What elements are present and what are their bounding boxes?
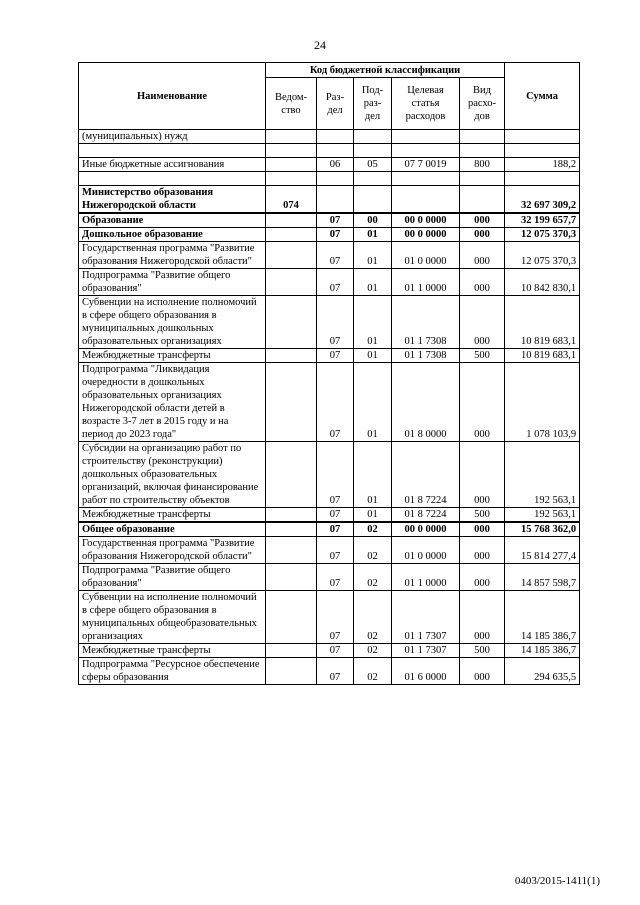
- cell-target: [392, 144, 460, 158]
- cell-vid: 000: [460, 522, 505, 537]
- cell-razdel: 07: [317, 564, 354, 591]
- cell-vid: 500: [460, 349, 505, 363]
- cell-ved: [266, 144, 317, 158]
- cell-ved: [266, 228, 317, 242]
- cell-sum: 14 185 386,7: [505, 644, 580, 658]
- cell-target: 01 8 0000: [392, 363, 460, 442]
- cell-name: Межбюджетные трансферты: [79, 508, 266, 523]
- table-body: [79, 130, 580, 685]
- cell-vid: 000: [460, 658, 505, 685]
- cell-target: [392, 186, 460, 214]
- cell-target: 01 1 7307: [392, 644, 460, 658]
- cell-podrazdel: [354, 144, 392, 158]
- cell-name: [79, 172, 266, 186]
- cell-podrazdel: 02: [354, 537, 392, 564]
- table-row: [79, 658, 580, 685]
- header-target: Целевая статья расходов: [392, 78, 460, 130]
- cell-sum: 192 563,1: [505, 442, 580, 508]
- spacer-row: [79, 172, 580, 186]
- cell-razdel: 07: [317, 349, 354, 363]
- cell-sum: 10 819 683,1: [505, 349, 580, 363]
- cell-target: 00 0 0000: [392, 228, 460, 242]
- cell-razdel: 07: [317, 296, 354, 349]
- cell-ved: [266, 564, 317, 591]
- cell-sum: 10 842 830,1: [505, 269, 580, 296]
- cell-ved: [266, 363, 317, 442]
- cell-sum: 15 814 277,4: [505, 537, 580, 564]
- cell-vid: [460, 144, 505, 158]
- table-row: [79, 130, 580, 144]
- table-row: [79, 228, 580, 242]
- table-row: [79, 242, 580, 269]
- cell-target: 01 1 0000: [392, 269, 460, 296]
- table-row: [79, 522, 580, 537]
- cell-sum: 32 697 309,2: [505, 186, 580, 214]
- cell-vid: 000: [460, 442, 505, 508]
- cell-name: Дошкольное образование: [79, 228, 266, 242]
- cell-target: 01 6 0000: [392, 658, 460, 685]
- cell-podrazdel: 02: [354, 591, 392, 644]
- cell-ved: [266, 213, 317, 228]
- cell-razdel: 07: [317, 537, 354, 564]
- cell-vid: 000: [460, 269, 505, 296]
- header-ved: Ведом-ство: [266, 78, 317, 130]
- cell-ved: [266, 644, 317, 658]
- cell-razdel: 07: [317, 213, 354, 228]
- table-row: [79, 158, 580, 172]
- cell-name: Общее образование: [79, 522, 266, 537]
- cell-razdel: [317, 144, 354, 158]
- cell-vid: 800: [460, 158, 505, 172]
- cell-razdel: 07: [317, 242, 354, 269]
- cell-target: 01 1 7307: [392, 591, 460, 644]
- cell-sum: 188,2: [505, 158, 580, 172]
- cell-ved: 074: [266, 186, 317, 214]
- cell-target: 01 0 0000: [392, 242, 460, 269]
- cell-target: 01 8 7224: [392, 508, 460, 523]
- cell-ved: [266, 508, 317, 523]
- table-row: [79, 591, 580, 644]
- cell-sum: 15 768 362,0: [505, 522, 580, 537]
- cell-name: Министерство образования Нижегородской области: [79, 186, 266, 214]
- cell-vid: 000: [460, 296, 505, 349]
- cell-vid: 000: [460, 242, 505, 269]
- cell-target: 01 0 0000: [392, 537, 460, 564]
- table-row: [79, 564, 580, 591]
- table-row: [79, 186, 580, 214]
- cell-sum: [505, 144, 580, 158]
- cell-podrazdel: 02: [354, 658, 392, 685]
- header-razdel: Раз-дел: [317, 78, 354, 130]
- cell-name: Иные бюджетные ассигнования: [79, 158, 266, 172]
- cell-vid: 000: [460, 564, 505, 591]
- cell-podrazdel: [354, 130, 392, 144]
- cell-sum: 14 185 386,7: [505, 591, 580, 644]
- cell-name: Субсидии на организацию работ по строительству (реконструкции) дошкольных образовательных организаций, включая финансирование работ по строительству объектов: [79, 442, 266, 508]
- cell-podrazdel: [354, 172, 392, 186]
- cell-target: 00 0 0000: [392, 213, 460, 228]
- cell-target: [392, 172, 460, 186]
- page-number: 24: [314, 38, 326, 52]
- cell-sum: 12 075 370,3: [505, 242, 580, 269]
- cell-sum: 192 563,1: [505, 508, 580, 523]
- cell-razdel: 07: [317, 363, 354, 442]
- cell-razdel: 07: [317, 644, 354, 658]
- cell-podrazdel: 01: [354, 349, 392, 363]
- cell-name: Государственная программа "Развитие образования Нижегородской области": [79, 242, 266, 269]
- cell-podrazdel: 02: [354, 644, 392, 658]
- cell-ved: [266, 442, 317, 508]
- cell-razdel: 07: [317, 522, 354, 537]
- cell-vid: [460, 172, 505, 186]
- cell-name: Подпрограмма "Ликвидация очередности в дошкольных образовательных организациях Нижегородской области детей в возрасте 3-7 лет в 2015 году и на период до 2023 года": [79, 363, 266, 442]
- cell-target: 07 7 0019: [392, 158, 460, 172]
- cell-ved: [266, 658, 317, 685]
- cell-vid: 000: [460, 537, 505, 564]
- cell-ved: [266, 591, 317, 644]
- budget-table: [78, 62, 580, 685]
- cell-sum: 12 075 370,3: [505, 228, 580, 242]
- cell-razdel: 07: [317, 269, 354, 296]
- cell-razdel: 07: [317, 442, 354, 508]
- cell-name: Подпрограмма "Развитие общего образования": [79, 564, 266, 591]
- cell-name: Государственная программа "Развитие образования Нижегородской области": [79, 537, 266, 564]
- cell-name: Субвенции на исполнение полномочий в сфере общего образования в муниципальных общеобразовательных организациях: [79, 591, 266, 644]
- table-row: [79, 537, 580, 564]
- table-row: [79, 296, 580, 349]
- cell-ved: [266, 349, 317, 363]
- cell-podrazdel: 01: [354, 296, 392, 349]
- cell-sum: 10 819 683,1: [505, 296, 580, 349]
- cell-sum: [505, 172, 580, 186]
- cell-sum: 32 199 657,7: [505, 213, 580, 228]
- cell-target: [392, 130, 460, 144]
- cell-name: Подпрограмма "Развитие общего образования": [79, 269, 266, 296]
- cell-podrazdel: 02: [354, 522, 392, 537]
- cell-podrazdel: 01: [354, 228, 392, 242]
- cell-razdel: 07: [317, 591, 354, 644]
- table-row: [79, 349, 580, 363]
- cell-podrazdel: 01: [354, 242, 392, 269]
- cell-name: Субвенции на исполнение полномочий в сфере общего образования в муниципальных дошкольных образовательных организациях: [79, 296, 266, 349]
- header-vid: Вид расхо-дов: [460, 78, 505, 130]
- cell-name: (муниципальных) нужд: [79, 130, 266, 144]
- cell-vid: 000: [460, 591, 505, 644]
- cell-podrazdel: 01: [354, 442, 392, 508]
- cell-target: 01 8 7224: [392, 442, 460, 508]
- cell-sum: 14 857 598,7: [505, 564, 580, 591]
- cell-name: Межбюджетные трансферты: [79, 349, 266, 363]
- cell-ved: [266, 269, 317, 296]
- header-sum: Сумма: [505, 63, 580, 130]
- cell-name: Образование: [79, 213, 266, 228]
- cell-vid: 500: [460, 508, 505, 523]
- cell-podrazdel: 05: [354, 158, 392, 172]
- cell-vid: 000: [460, 363, 505, 442]
- table-row: [79, 363, 580, 442]
- cell-ved: [266, 296, 317, 349]
- cell-name: Межбюджетные трансферты: [79, 644, 266, 658]
- cell-podrazdel: 01: [354, 269, 392, 296]
- table-row: [79, 508, 580, 523]
- cell-razdel: [317, 172, 354, 186]
- table-row: [79, 269, 580, 296]
- cell-ved: [266, 522, 317, 537]
- cell-podrazdel: 01: [354, 508, 392, 523]
- cell-ved: [266, 158, 317, 172]
- table-row: [79, 644, 580, 658]
- cell-name: [79, 144, 266, 158]
- cell-sum: 1 078 103,9: [505, 363, 580, 442]
- cell-vid: 000: [460, 228, 505, 242]
- table-header: [79, 63, 580, 130]
- cell-podrazdel: 02: [354, 564, 392, 591]
- cell-vid: [460, 130, 505, 144]
- cell-podrazdel: 00: [354, 213, 392, 228]
- cell-podrazdel: [354, 186, 392, 214]
- table-row: [79, 442, 580, 508]
- document-code: 0403/2015-1411(1): [514, 875, 600, 887]
- cell-target: 01 1 7308: [392, 296, 460, 349]
- cell-podrazdel: 01: [354, 363, 392, 442]
- cell-vid: 000: [460, 213, 505, 228]
- cell-ved: [266, 130, 317, 144]
- header-classification-group: Код бюджетной классификации: [266, 63, 505, 78]
- spacer-row: [79, 144, 580, 158]
- cell-ved: [266, 242, 317, 269]
- cell-razdel: 07: [317, 508, 354, 523]
- cell-target: 01 1 0000: [392, 564, 460, 591]
- header-podrazdel: Под-раз-дел: [354, 78, 392, 130]
- cell-target: 00 0 0000: [392, 522, 460, 537]
- cell-razdel: 06: [317, 158, 354, 172]
- cell-sum: [505, 130, 580, 144]
- header-name: Наименование: [79, 63, 266, 130]
- cell-razdel: 07: [317, 658, 354, 685]
- cell-razdel: [317, 186, 354, 214]
- cell-vid: 500: [460, 644, 505, 658]
- cell-ved: [266, 172, 317, 186]
- cell-razdel: 07: [317, 228, 354, 242]
- table-row: [79, 213, 580, 228]
- cell-vid: [460, 186, 505, 214]
- cell-sum: 294 635,5: [505, 658, 580, 685]
- cell-razdel: [317, 130, 354, 144]
- cell-name: Подпрограмма "Ресурсное обеспечение сферы образования: [79, 658, 266, 685]
- cell-ved: [266, 537, 317, 564]
- cell-target: 01 1 7308: [392, 349, 460, 363]
